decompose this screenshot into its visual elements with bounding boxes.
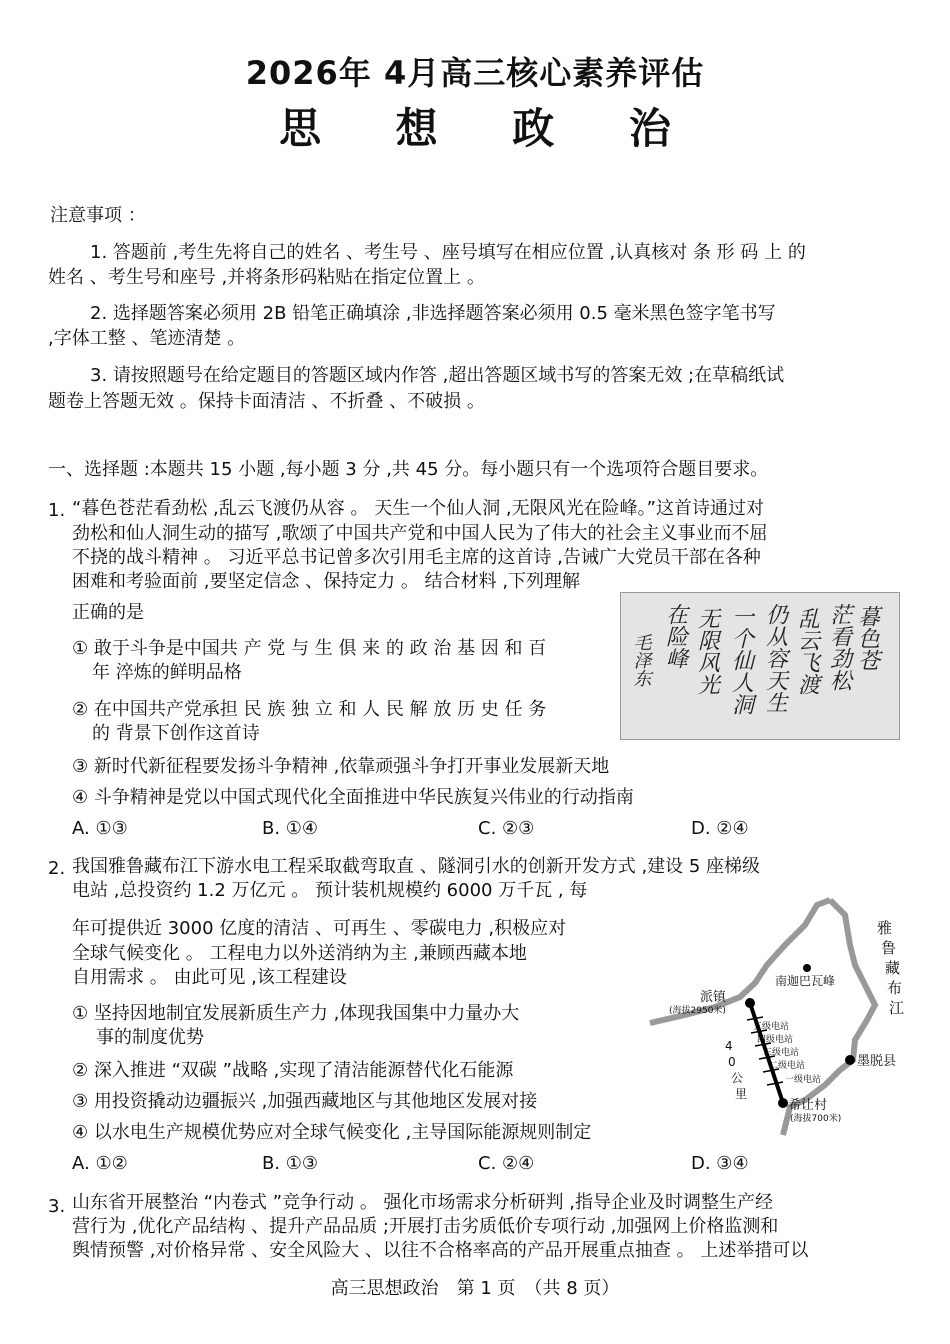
q1-option-a[interactable]: A. ①③ [72, 818, 128, 839]
distance-char-4: 里 [735, 1087, 748, 1101]
station-4-label: 四级电站 [757, 1035, 794, 1045]
notice-item-2-line-1: 2. 选择题答案必须用 2B 铅笔正确填涂 ,非选择题答案必须用 0.5 毫米黑色签字笔书写 [90, 303, 776, 324]
river-char-2: 鲁 [881, 939, 897, 957]
q1-line-5: 正确的是 [72, 602, 144, 623]
q2-line-3: 年可提供近 3000 亿度的清洁 、可再生 、零碳电力 ,积极应对 [72, 918, 567, 939]
notice-item-1-line-1: 1. 答题前 ,考生先将自己的姓名 、考生号 、座号填写在相应位置 ,认真核对 条 形 码 上 的 [90, 242, 806, 263]
town-xirang-altitude: (海拔700米) [790, 1114, 842, 1124]
station-1-label: 一级电站 [785, 1075, 822, 1085]
q1-statement-1b: 年 淬炼的鲜明品格 [92, 662, 242, 683]
q1-statement-1a: ① 敢于斗争是中国共 产 党 与 生 俱 来 的 政 治 基 因 和 百 [72, 638, 547, 659]
q1-line-1: “暮色苍茫看劲松 ,乱云飞渡仍从容 。 天生一个仙人洞 ,无限风光在险峰。”这首诗通过对 [72, 498, 764, 519]
calligraphy-col-1: 暮色苍 [854, 605, 880, 671]
q1-option-c[interactable]: C. ②③ [478, 818, 535, 839]
q2-line-4: 全球气候变化 。 工程电力以外送消纳为主 ,兼顾西藏本地 [72, 943, 527, 964]
q1-statement-4: ④ 斗争精神是党以中国式现代化全面推进中华民族复兴伟业的行动指南 [72, 787, 634, 808]
subject-title: 思 想 政 治 [279, 104, 701, 153]
town-pai-altitude: (海拔2950米) [669, 1006, 726, 1016]
q2-option-d[interactable]: D. ③④ [691, 1153, 749, 1174]
county-label: 墨脱县 [857, 1054, 897, 1069]
q2-option-a[interactable]: A. ①② [72, 1153, 128, 1174]
calligraphy-col-8: 毛泽东 [630, 633, 652, 687]
town-xirang-label: 希让村 [788, 1098, 828, 1113]
river-char-4: 布 [887, 979, 903, 997]
notice-item-2-line-2: ,字体工整 、笔迹清楚 。 [48, 328, 246, 349]
q2-statement-1b: 事的制度优势 [96, 1027, 204, 1048]
q2-statement-1a: ① 坚持因地制宜发展新质生产力 ,体现我国集中力量办大 [72, 1003, 520, 1024]
river-char-5: 江 [889, 999, 905, 1017]
q2-statement-4: ④ 以水电生产规模优势应对全球气候变化 ,主导国际能源规则制定 [72, 1122, 592, 1143]
q1-number: 1. [48, 500, 66, 521]
q3-number: 3. [48, 1196, 66, 1217]
q1-option-d[interactable]: D. ②④ [691, 818, 749, 839]
section-heading: 一、选择题 :本题共 15 小题 ,每小题 3 分 ,共 45 分。每小题只有一个选项符合题目要求。 [48, 459, 769, 480]
q2-statement-3: ③ 用投资撬动边疆振兴 ,加强西藏地区与其他地区发展对接 [72, 1091, 538, 1112]
calligraphy-col-3: 乱云飞渡 [794, 607, 820, 695]
q3-line-1: 山东省开展整治 “内卷式 ”竞争行动 。 强化市场需求分析研判 ,指导企业及时调整生产经 [72, 1192, 773, 1213]
river-char-1: 雅 [877, 919, 893, 937]
calligraphy-col-5: 一个仙人洞 [728, 605, 754, 715]
q1-line-3: 不挠的战斗精神 。 习近平总书记曾多次引用毛主席的这首诗 ,告诫广大党员干部在各种 [72, 547, 761, 568]
q1-line-4: 困难和考验面前 ,要坚定信念 、保持定力 。 结合材料 ,下列理解 [72, 571, 581, 592]
calligraphy-col-4: 仍从容天生 [762, 603, 788, 713]
peak-label: 南迦巴瓦峰 [775, 974, 836, 988]
q2-option-c[interactable]: C. ②④ [478, 1153, 535, 1174]
q2-line-5: 自用需求 。 由此可见 ,该工程建设 [72, 967, 347, 988]
page-footer: 高三思想政治 第 1 页 （共 8 页） [330, 1278, 620, 1299]
q1-option-b[interactable]: B. ①④ [262, 818, 319, 839]
notice-heading: 注意事项 ： [50, 205, 146, 226]
notice-item-3-line-2: 题卷上答题无效 。保持卡面清洁 、不折叠 、不破损 。 [48, 391, 485, 412]
calligraphy-col-6: 无限风光 [694, 607, 720, 695]
q2-option-b[interactable]: B. ①③ [262, 1153, 319, 1174]
calligraphy-col-2: 茫看劲松 [826, 603, 852, 691]
station-3-label: 三级电站 [763, 1048, 800, 1058]
q1-statement-2b: 的 背景下创作这首诗 [92, 723, 260, 744]
calligraphy-col-7: 在险峰 [662, 603, 688, 669]
q1-line-2: 劲松和仙人洞生动的描写 ,歌颂了中国共产党和中国人民为了伟大的社会主义事业而不屈 [72, 523, 768, 544]
distance-char-3: 公 [731, 1071, 744, 1085]
q2-statement-2: ② 深入推进 “双碳 ”战略 ,实现了清洁能源替代化石能源 [72, 1060, 514, 1081]
q2-number: 2. [48, 858, 66, 879]
q2-line-2: 电站 ,总投资约 1.2 万亿元 。 预计装机规模约 6000 万千瓦 , 每 [72, 880, 588, 901]
q3-line-3: 舆情预警 ,对价格异常 、安全风险大 、以往不合格率高的产品开展重点抽查 。 上述举措可以 [72, 1240, 809, 1261]
calligraphy-image [620, 592, 900, 740]
notice-item-3-line-1: 3. 请按照题号在给定题目的答题区域内作答 ,超出答题区域书写的答案无效 ;在草稿纸试 [90, 365, 785, 386]
river-map [645, 895, 905, 1145]
distance-char-2: 0 [728, 1055, 736, 1069]
station-5-label: 五级电站 [753, 1022, 790, 1032]
exam-title: 2026年 4月高三核心素养评估 [245, 54, 705, 92]
q2-line-1: 我国雅鲁藏布江下游水电工程采取截弯取直 、隧洞引水的创新开发方式 ,建设 5 座梯级 [72, 856, 761, 877]
q3-line-2: 营行为 ,优化产品结构 、提升产品品质 ;开展打击劣质低价专项行动 ,加强网上价格监测和 [72, 1216, 779, 1237]
river-char-3: 藏 [885, 959, 901, 977]
town-pai-label: 派镇 [700, 990, 727, 1005]
notice-item-1-line-2: 姓名 、考生号和座号 ,并将条形码粘贴在指定位置上 。 [48, 267, 485, 288]
q1-statement-2a: ② 在中国共产党承担 民 族 独 立 和 人 民 解 放 历 史 任 务 [72, 699, 547, 720]
distance-char-1: 4 [725, 1039, 733, 1053]
q1-statement-3: ③ 新时代新征程要发扬斗争精神 ,依靠顽强斗争打开事业发展新天地 [72, 756, 610, 777]
station-2-label: 二级电站 [769, 1061, 806, 1071]
